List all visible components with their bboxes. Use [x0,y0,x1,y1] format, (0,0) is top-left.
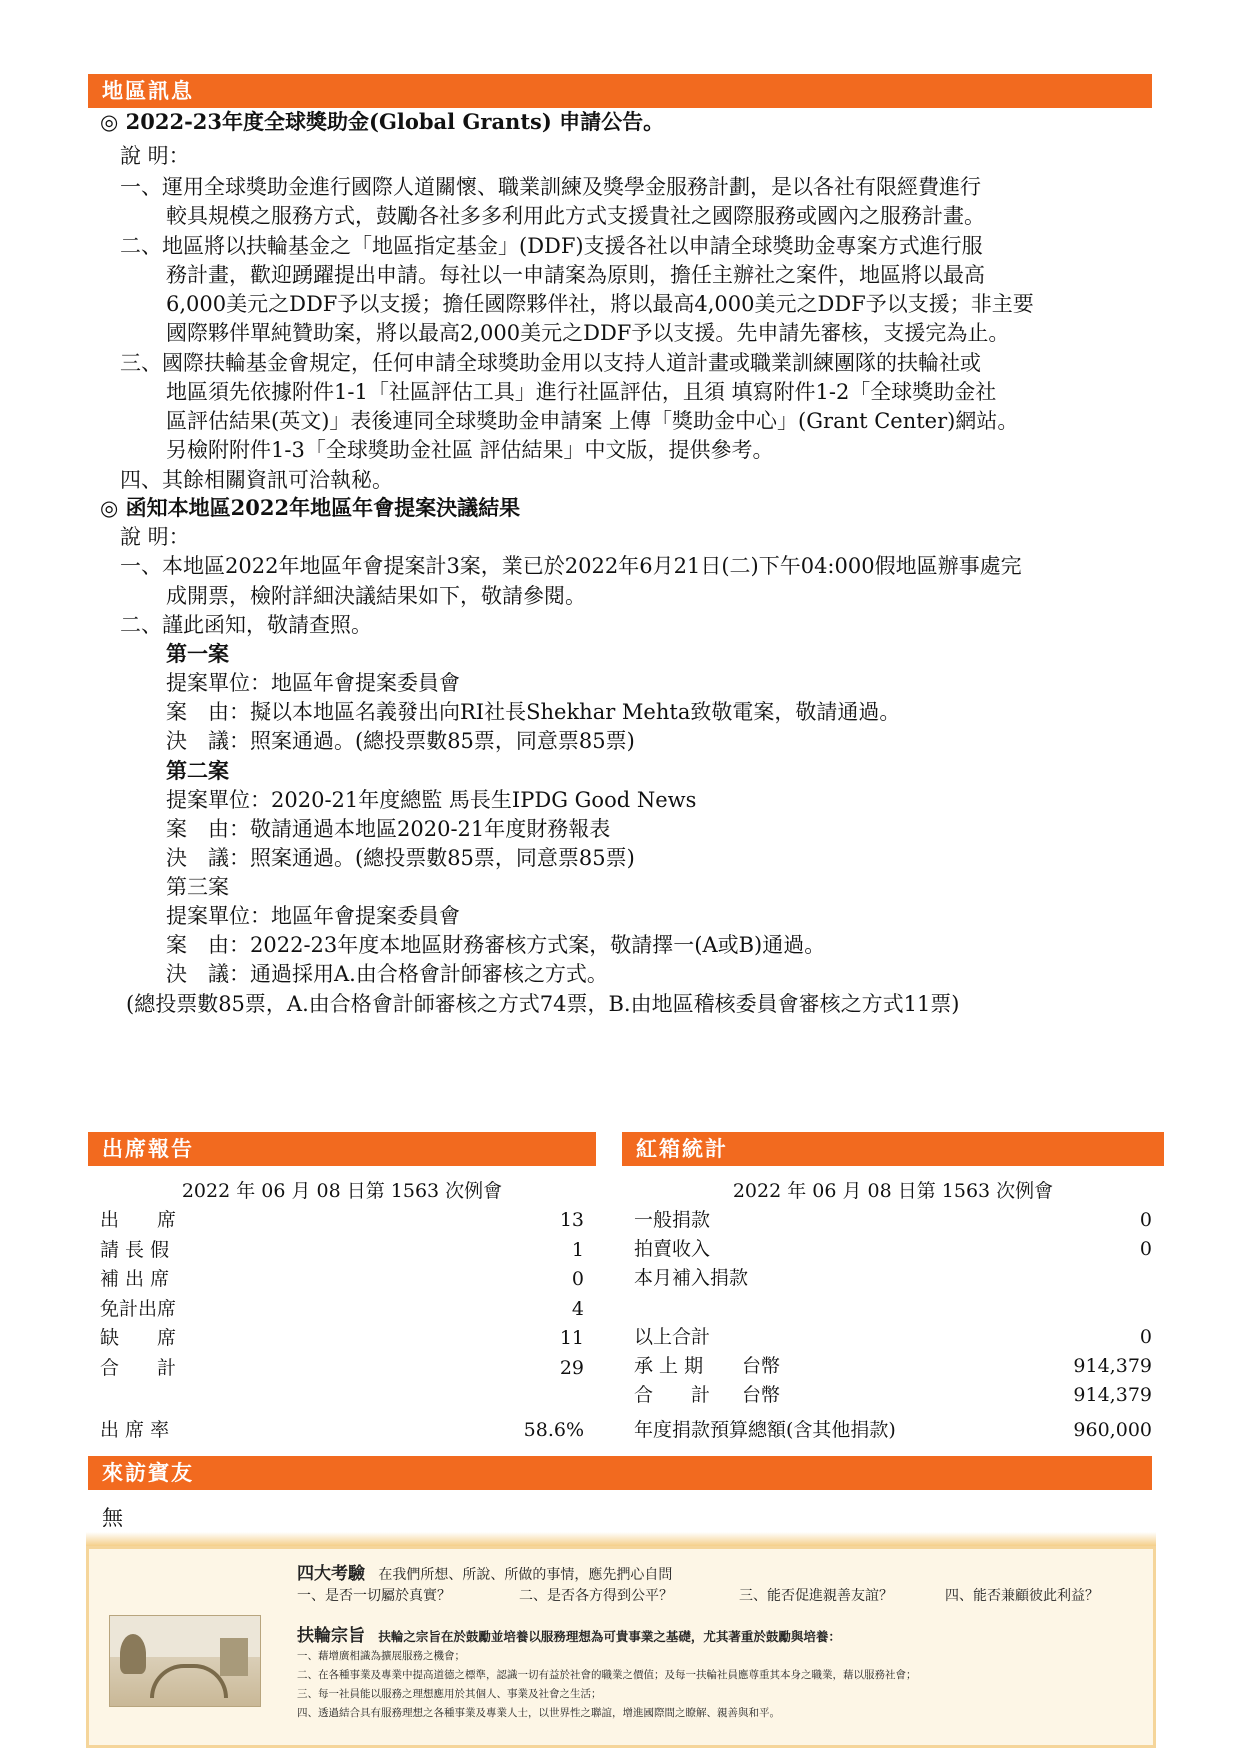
news-line: 第三案 [166,875,229,899]
donation-table [622,1176,1164,1456]
attendance-value: 4 [571,1297,584,1320]
four-way-test-intro: 在我們所想、所說、所做的事情，應先捫心自問 [378,1567,673,1583]
object-of-rotary-items [297,1647,917,1723]
attendance-label: 請 長 假 [100,1238,170,1261]
visitors-text: 無 [102,1506,123,1530]
object-of-rotary-intro: 扶輪之宗旨在於鼓勵並培養以服務理想為可貴事業之基礎，尤其著重於鼓勵與培養： [378,1629,841,1644]
news-line: 決 議：通過採用A.由合格會計師審核之方式。 [166,962,608,986]
attendance-rate-value: 58.6% [523,1419,584,1441]
footer-divider [86,1532,1156,1546]
object-of-rotary-item: 四、透過結合具有服務理想之各種事業及專業人士，以世界性之聯誼，增進國際間之瞭解、親善與和平。 [297,1707,780,1719]
news-line: 說 明： [120,525,190,549]
donation-label: 一般捐款 [634,1209,711,1231]
news-line: 案 由：敬請通過本地區2020-21年度財務報表 [166,817,611,841]
attendance-row [88,1236,596,1265]
donation-currency: 台幣 [742,1355,781,1377]
donation-label: 合 計 [634,1384,711,1406]
donation-label: 拍賣收入 [634,1238,711,1260]
donation-value: 914,379 [1073,1384,1152,1406]
news-line: 案 由：2022-23年度本地區財務審核方式案，敬請擇一(A或B)通過。 [166,933,826,957]
news-line: 6,000美元之DDF予以支援；擔任國際夥伴社，將以最高4,000美元之DDF予以支援；非主要 [166,292,1034,316]
news-line: 說 明： [120,144,190,168]
donation-meeting-date: 2022 年 06 月 08 日第 1563 次例會 [732,1180,1054,1202]
attendance-row [88,1295,596,1324]
news-line: 較具規模之服務方式，鼓勵各社多多利用此方式支援貴社之國際服務或國內之服務計畫。 [166,204,985,228]
donation-label: 本月補入捐款 [634,1267,749,1289]
donation-value: 914,379 [1073,1355,1152,1377]
news-line: 另檢附附件1-3「全球獎助金社區 評估結果」中文版，提供參考。 [166,438,774,462]
attendance-value: 13 [559,1209,584,1231]
attendance-value: 0 [571,1268,584,1290]
news-line: 一、運用全球獎助金進行國際人道關懷、職業訓練及獎學金服務計劃，是以各社有限經費進行 [120,175,981,199]
news-line: 第二案 [166,758,229,783]
news-line: ◎ 2022-23年度全球獎助金(Global Grants) 申請公告。 [100,109,665,134]
attendance-value: 11 [559,1327,584,1349]
donation-value: 0 [1139,1326,1152,1348]
attendance-label: 免計出席 [100,1297,177,1320]
four-way-test-item: 四、能否兼顧彼此利益？ [945,1588,1099,1604]
news-line: 地區須先依據附件1-1「社區評估工具」進行社區評估，且須 填寫附件1-2「全球獎助金社 [166,380,997,404]
donation-currency: 台幣 [742,1384,781,1406]
attendance-label: 缺 席 [100,1327,177,1349]
attendance-row [88,1206,596,1235]
four-way-test-item: 一、是否一切屬於真實？ [297,1588,451,1604]
donation-label: 承 上 期 [634,1355,704,1377]
news-line: 二、地區將以扶輪基金之「地區指定基金」(DDF)支援各社以申請全球獎助金專案方式進行服 [120,234,983,258]
rotary-footer [86,1546,1156,1748]
attendance-label: 補 出 席 [100,1268,170,1290]
donation-row-general [622,1206,1164,1235]
object-of-rotary-item: 三、每一社員能以服務之理想應用於其個人、事業及社會之生活； [297,1688,602,1700]
landscape-picture [109,1615,261,1707]
attendance-rate-label: 出 席 率 [100,1419,170,1441]
donation-row-carry [622,1352,1164,1381]
donation-label: 以上合計 [634,1326,711,1348]
news-line: 第一案 [166,641,229,666]
news-line: 三、國際扶輪基金會規定，任何申請全球獎助金用以支持人道計畫或職業訓練團隊的扶輪社或 [120,351,981,375]
section-header-district-news: 地區訊息 [88,74,1152,108]
news-line: (總投票數85票，A.由合格會計師審核之方式74票，B.由地區稽核委員會審核之方式11票) [126,992,960,1016]
news-line: 成開票，檢附詳細決議結果如下，敬請參閱。 [166,584,586,608]
donation-label: 年度捐款預算總額(含其他捐款) [634,1419,896,1441]
four-way-test-item: 三、能否促進親善友誼？ [739,1588,893,1604]
news-line: 提案單位：2020-21年度總監 馬長生IPDG Good News [166,788,697,812]
news-line: 二、謹此函知，敬請查照。 [120,613,372,637]
attendance-label: 合 計 [100,1356,177,1379]
attendance-row [88,1265,596,1294]
news-line: 決 議：照案通過。(總投票數85票，同意票85票) [166,729,635,753]
section-header-visitors: 來訪賓友 [88,1456,1152,1490]
attendance-label: 出 席 [100,1209,177,1231]
news-line: 國際夥伴單純贊助案，將以最高2,000美元之DDF予以支援。先申請先審核，支援完為止。 [166,321,1010,345]
donation-value: 0 [1139,1209,1152,1231]
four-way-test-item: 二、是否各方得到公平？ [519,1588,673,1604]
object-of-rotary-item: 二、在各種事業及專業中提高道德之標準，認識一切有益於社會的職業之價值；及每一扶輪社員應尊重其本身之職業，藉以服務社會； [297,1669,917,1681]
donation-row-monthly [622,1264,1164,1293]
donation-row-budget [622,1416,1164,1445]
section-header-attendance: 出席報告 [88,1132,596,1166]
attendance-value: 29 [559,1356,584,1379]
attendance-table [88,1176,596,1456]
attendance-meeting-date: 2022 年 06 月 08 日第 1563 次例會 [181,1180,503,1202]
news-line: 提案單位：地區年會提案委員會 [166,671,460,695]
attendance-value: 1 [571,1238,584,1261]
news-line: 決 議：照案通過。(總投票數85票，同意票85票) [166,846,635,870]
news-line: 一、本地區2022年地區年會提案計3案，業已於2022年6月21日(二)下午04:000假地區辦事處完 [120,554,1022,578]
news-line: 務計畫，歡迎踴躍提出申請。每社以一申請案為原則，擔任主辦社之案件，地區將以最高 [166,263,985,287]
attendance-rate-row [88,1416,596,1445]
news-line: 區評估結果(英文)」表後連同全球獎助金申請案 上傳「獎助金中心」(Grant Center)網站。 [166,409,1019,433]
object-of-rotary-item: 一、藉增廣相識為擴展服務之機會； [297,1650,465,1662]
donation-value: 960,000 [1073,1419,1152,1441]
news-line: 四、其餘相關資訊可洽執秘。 [120,468,393,492]
object-of-rotary-title: 扶輪宗旨 [297,1626,365,1646]
donation-row-auction [622,1235,1164,1264]
news-line: ◎ 函知本地區2022年地區年會提案決議結果 [100,495,521,520]
attendance-row [88,1324,596,1353]
attendance-row [88,1354,596,1383]
section-header-donation: 紅箱統計 [622,1132,1164,1166]
four-way-test-title: 四大考驗 [297,1564,365,1584]
donation-value: 0 [1139,1238,1152,1260]
news-line: 案 由：擬以本地區名義發出向RI社長Shekhar Mehta致敬電案，敬請通過。 [166,700,901,724]
donation-row-subtotal [622,1323,1164,1352]
news-line: 提案單位：地區年會提案委員會 [166,904,460,928]
donation-row-total [622,1381,1164,1410]
